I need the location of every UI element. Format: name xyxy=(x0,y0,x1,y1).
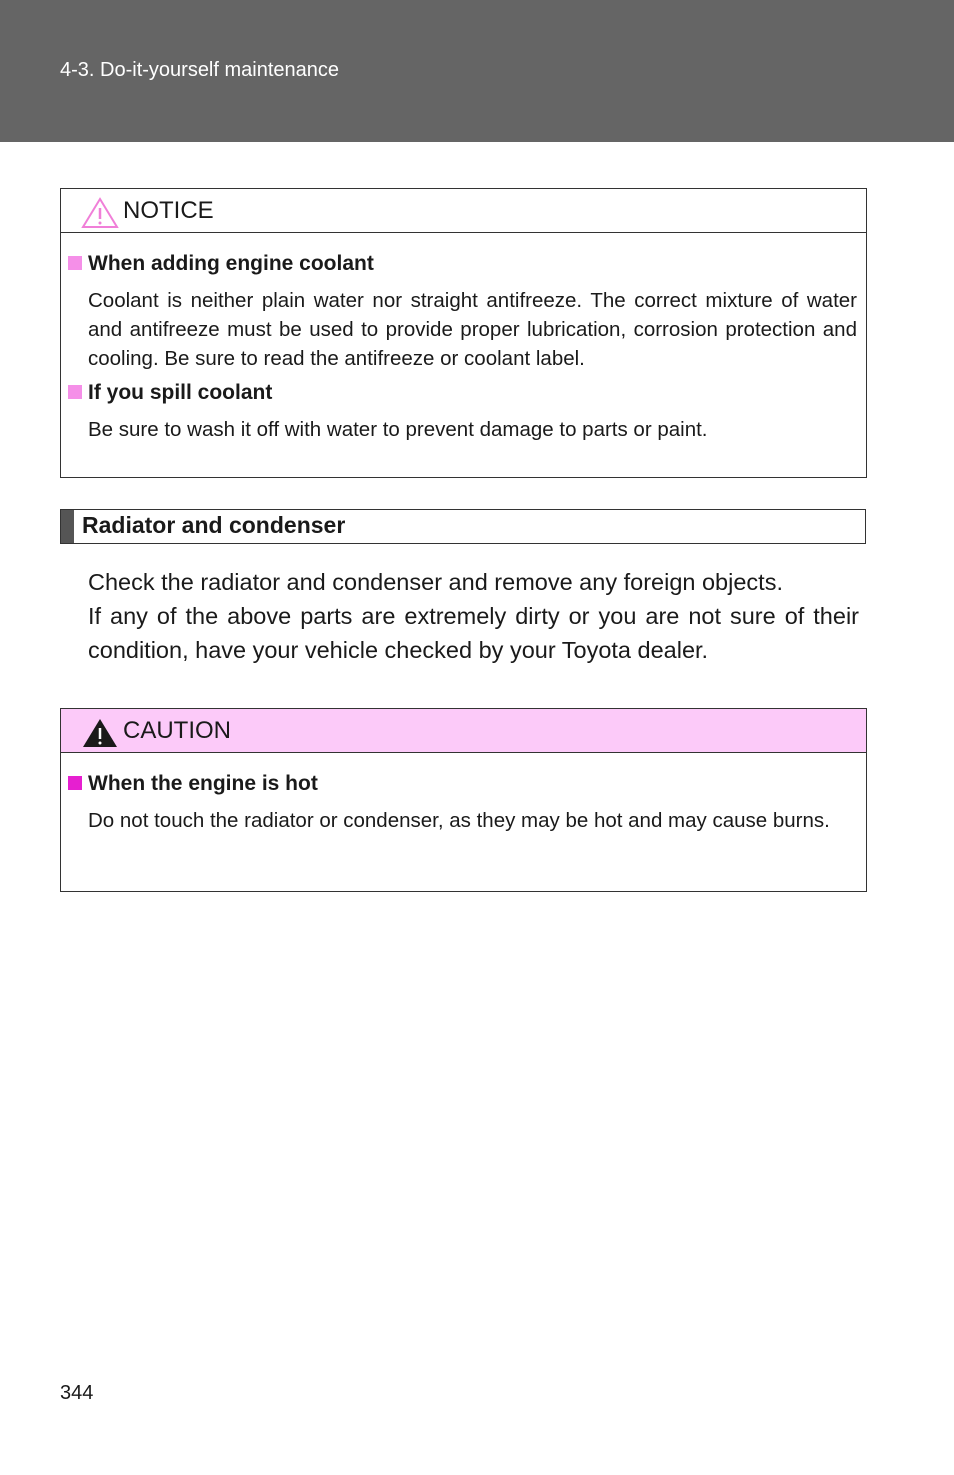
caution-item-body: Do not touch the radiator or condenser, as they may be hot and may cause burns. xyxy=(88,809,830,832)
caution-title: CAUTION xyxy=(123,717,231,744)
section-title-marker xyxy=(61,510,74,543)
section-breadcrumb: 4-3. Do-it-yourself maintenance xyxy=(60,59,340,81)
warning-filled-icon xyxy=(81,717,119,749)
section-title-bar xyxy=(60,509,866,544)
caution-header xyxy=(61,709,866,753)
caution-box xyxy=(60,708,867,892)
caution-item-heading xyxy=(61,772,866,796)
notice-item-body: Be sure to wash it off with water to prevent damage to parts or paint. xyxy=(88,418,708,441)
section-paragraph: Check the radiator and condenser and remove any foreign objects. xyxy=(88,569,783,595)
notice-title: NOTICE xyxy=(123,197,214,224)
notice-item-heading xyxy=(61,381,866,405)
notice-header xyxy=(61,189,866,233)
page-number: 344 xyxy=(60,1382,94,1404)
notice-item-body: Coolant is neither plain water nor straight antifreeze. The correct mixture of water and antifreeze must be used to provide proper lubrication, corrosion protection and cooling. Be sure to read the antifreeze or coolant label. xyxy=(88,289,857,370)
square-bullet-icon xyxy=(68,256,82,270)
square-bullet-icon xyxy=(68,776,82,790)
warning-outline-icon xyxy=(81,197,119,229)
notice-item-heading-text: When adding engine coolant xyxy=(88,252,374,275)
section-paragraph: If any of the above parts are extremely dirty or you are not sure of their condition, have your vehicle checked by your Toyota dealer. xyxy=(88,603,859,663)
notice-item-heading-text: If you spill coolant xyxy=(88,381,273,404)
notice-box xyxy=(60,188,867,478)
page-header xyxy=(0,0,954,142)
square-bullet-icon xyxy=(68,385,82,399)
section-title: Radiator and condenser xyxy=(82,512,346,538)
caution-item-heading-text: When the engine is hot xyxy=(88,772,318,795)
notice-item-heading xyxy=(61,252,866,276)
